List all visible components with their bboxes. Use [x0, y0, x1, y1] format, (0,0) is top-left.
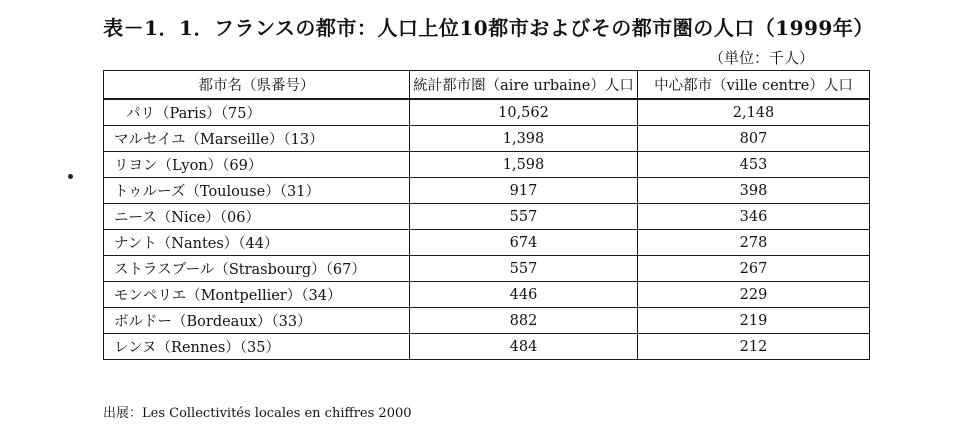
source-note: 出展：Les Collectivités locales en chiffres 2000 — [103, 406, 412, 421]
city-name: ナント（Nantes）（44） — [104, 230, 410, 256]
city-name: ストラスブール（Strasbourg）（67） — [104, 256, 410, 282]
city-name: ボルドー（Bordeaux）（33） — [104, 308, 410, 334]
aire-urbaine-value: 10,562 — [410, 99, 638, 126]
aire-urbaine-value: 557 — [410, 204, 638, 230]
aire-urbaine-value: 882 — [410, 308, 638, 334]
table-row — [104, 152, 870, 178]
header-ville-centre: 中心都市（ville centre）人口 — [638, 71, 870, 100]
table-row — [104, 230, 870, 256]
table-row — [104, 178, 870, 204]
aire-urbaine-value: 446 — [410, 282, 638, 308]
city-name: トゥルーズ（Toulouse）（31） — [104, 178, 410, 204]
aire-urbaine-value: 1,598 — [410, 152, 638, 178]
population-table — [103, 70, 870, 360]
aire-urbaine-value: 1,398 — [410, 126, 638, 152]
city-name: リヨン（Lyon）（69） — [104, 152, 410, 178]
table-row — [104, 126, 870, 152]
city-name: パリ（Paris）（75） — [104, 99, 410, 126]
header-aire-urbaine: 統計都市圏（aire urbaine）人口 — [410, 71, 638, 100]
ville-centre-value: 212 — [638, 334, 870, 360]
ville-centre-value: 278 — [638, 230, 870, 256]
table-row — [104, 256, 870, 282]
city-name: モンペリエ（Montpellier）（34） — [104, 282, 410, 308]
ville-centre-value: 398 — [638, 178, 870, 204]
aire-urbaine-value: 917 — [410, 178, 638, 204]
aire-urbaine-value: 674 — [410, 230, 638, 256]
table-title: 表－1．1．フランスの都市：人口上位10都市およびその都市圏の人口（1999年） — [103, 16, 874, 40]
ville-centre-value: 346 — [638, 204, 870, 230]
city-name: ニース（Nice）（06） — [104, 204, 410, 230]
table-row — [104, 334, 870, 360]
ville-centre-value: 807 — [638, 126, 870, 152]
table-row — [104, 99, 870, 126]
table-row — [104, 204, 870, 230]
table-row — [104, 308, 870, 334]
ville-centre-value: 267 — [638, 256, 870, 282]
table-row — [104, 282, 870, 308]
city-name: レンヌ（Rennes）（35） — [104, 334, 410, 360]
aire-urbaine-value: 557 — [410, 256, 638, 282]
unit-label: （単位：千人） — [709, 49, 815, 67]
aire-urbaine-value: 484 — [410, 334, 638, 360]
table-header-row — [104, 71, 870, 100]
header-city: 都市名（県番号） — [104, 71, 410, 100]
ville-centre-value: 219 — [638, 308, 870, 334]
city-name: マルセイユ（Marseille）（13） — [104, 126, 410, 152]
ville-centre-value: 229 — [638, 282, 870, 308]
bullet-dot — [68, 174, 73, 179]
ville-centre-value: 453 — [638, 152, 870, 178]
ville-centre-value: 2,148 — [638, 99, 870, 126]
